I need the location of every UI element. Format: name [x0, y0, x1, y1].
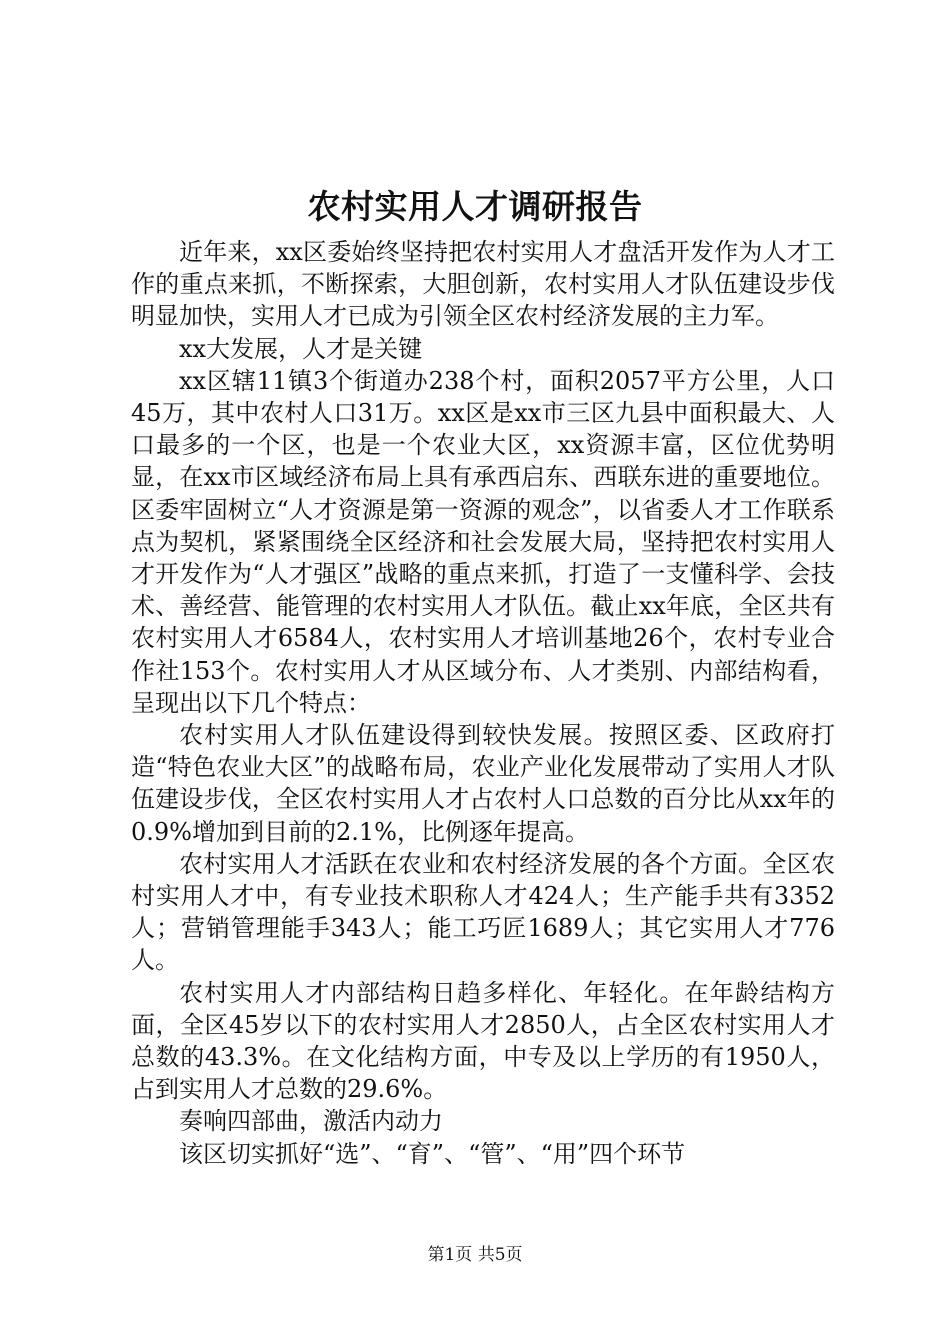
paragraph: 近年来，xx区委始终坚持把农村实用人才盘活开发作为人才工作的重点来抓，不断探索，大胆创新，农村实用人才队伍建设步伐明显加快，实用人才已成为引领全区农村经济发展的主力军。	[131, 238, 835, 331]
section-heading: xx大发展，人才是关键	[179, 334, 423, 363]
document-body	[131, 236, 835, 1170]
paragraph: 农村实用人才内部结构日趋多样化、年轻化。在年龄结构方面，全区45岁以下的农村实用人才2850人，占全区农村实用人才总数的43.3%。在文化结构方面，中专及以上学历的有1950人，占到实用人才总数的29.6%。	[131, 978, 835, 1104]
document-title: 农村实用人才调研报告	[307, 187, 643, 226]
paragraph: 农村实用人才活跃在农业和农村经济发展的各个方面。全区农村实用人才中，有专业技术职称人才424人；生产能手共有3352人；营销管理能手343人；能工巧匠1689人；其它实用人才776人。	[131, 849, 835, 975]
page-footer: 第1页 共5页	[427, 1245, 523, 1265]
paragraph: 该区切实抓好“选”、“育”、“管”、“用”四个环节	[179, 1139, 686, 1168]
paragraph: xx区辖11镇3个街道办238个村，面积2057平方公里，人口45万，其中农村人口31万。xx区是xx市三区九县中面积最大、人口最多的一个区，也是一个农业大区，xx资源丰富，区位优势明显，在xx市区域经济布局上具有承西启东、西联东进的重要地位。区委牢固树立“人才资源是第一资源的观念”，以省委人才工作联系点为契机，紧紧围绕全区经济和社会发展大局，坚持把农村实用人才开发作为“人才强区”战略的重点来抓，打造了一支懂科学、会技术、善经营、能管理的农村实用人才队伍。截止xx年底，全区共有农村实用人才6584人，农村实用人才培训基地26个，农村专业合作社153个。农村实用人才从区域分布、人才类别、内部结构看，呈现出以下几个特点：	[131, 366, 835, 717]
section-heading: 奏响四部曲，激活内动力	[179, 1107, 443, 1136]
paragraph: 农村实用人才队伍建设得到较快发展。按照区委、区政府打造“特色农业大区”的战略布局，农业产业化发展带动了实用人才队伍建设步伐，全区农村实用人才占农村人口总数的百分比从xx年的0.9%增加到目前的2.1%，比例逐年提高。	[131, 721, 835, 846]
